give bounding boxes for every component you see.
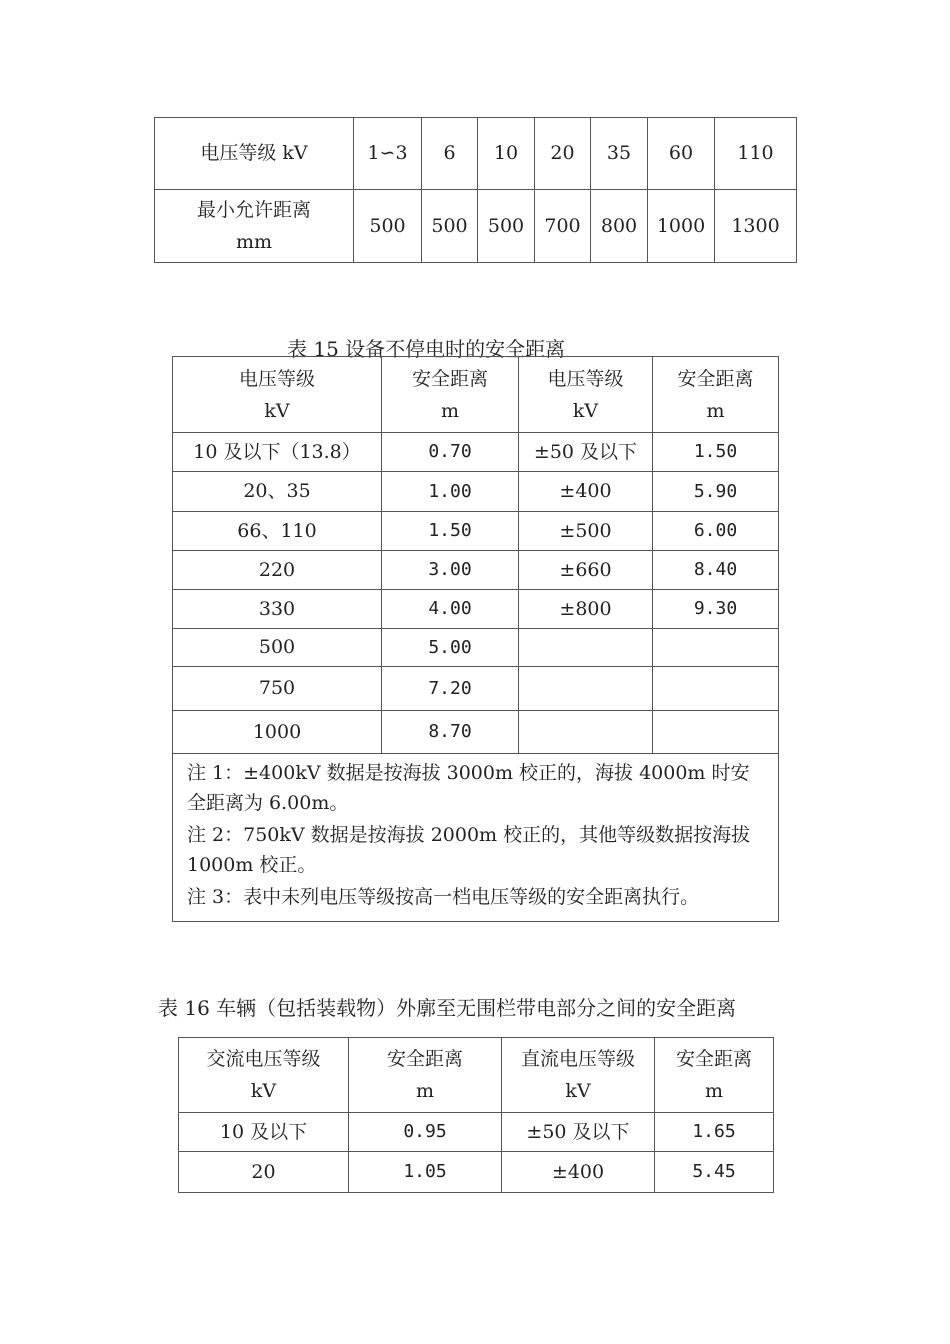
row-header-distance-line2: mm: [235, 231, 273, 253]
distance-cell: 1300: [715, 190, 797, 263]
distance-row: [155, 190, 797, 263]
row-header-distance-line1: 最小允许距离: [196, 199, 311, 221]
dc-distance-cell: [653, 667, 779, 711]
dc-voltage-cell: ±800: [519, 590, 653, 629]
table-row: [173, 629, 779, 667]
dc-distance-cell: [653, 711, 779, 754]
header-cell: 电压等级 kV: [519, 357, 653, 433]
note-2: 注 2：750kV 数据是按海拔 2000m 校正的，其他等级数据按海拔 1000m 校正。: [187, 824, 751, 876]
distance-cell: 500: [478, 190, 535, 263]
dc-distance-cell: 6.00: [653, 512, 779, 551]
table16-title: 表 16 车辆（包括装载物）外廓至无围栏带电部分之间的安全距离: [158, 996, 737, 1020]
dc-distance-cell: 1.65: [655, 1113, 774, 1152]
ac-distance-cell: 5.00: [382, 629, 519, 667]
ac-voltage-cell: 20: [179, 1152, 349, 1193]
dc-distance-cell: 5.45: [655, 1152, 774, 1193]
dc-voltage-cell: ±400: [502, 1152, 655, 1193]
table-row: [179, 1152, 774, 1193]
header-cell: 安全距离 m: [382, 357, 519, 433]
ac-voltage-cell: 66、110: [173, 512, 382, 551]
dc-voltage-cell: ±500: [519, 512, 653, 551]
header-cell: 直流电压等级 kV: [502, 1038, 655, 1113]
ac-voltage-cell: 1000: [173, 711, 382, 754]
ac-distance-cell: 0.70: [382, 433, 519, 472]
voltage-cell: 60: [648, 118, 715, 190]
ac-distance-cell: 1.50: [382, 512, 519, 551]
dc-voltage-cell: ±400: [519, 472, 653, 512]
distance-cell: 500: [422, 190, 478, 263]
voltage-cell: 110: [715, 118, 797, 190]
ac-distance-cell: 7.20: [382, 667, 519, 711]
header-cell: 安全距离 m: [653, 357, 779, 433]
ac-voltage-cell: 330: [173, 590, 382, 629]
header-cell: 电压等级 kV: [173, 357, 382, 433]
distance-cell: 700: [535, 190, 591, 263]
ac-distance-cell: 8.70: [382, 711, 519, 754]
table-row: [173, 711, 779, 754]
table-row: [173, 551, 779, 590]
table-row: [173, 667, 779, 711]
table16-header-row: [179, 1038, 774, 1113]
voltage-cell: 10: [478, 118, 535, 190]
ac-distance-cell: 1.00: [382, 472, 519, 512]
header-cell: 安全距离 m: [655, 1038, 774, 1113]
distance-cell: 1000: [648, 190, 715, 263]
voltage-cell: 6: [422, 118, 478, 190]
ac-voltage-cell: 10 及以下: [179, 1113, 349, 1152]
table-row: [173, 590, 779, 629]
table-row: [173, 472, 779, 512]
table-row: [173, 512, 779, 551]
distance-cell: 800: [591, 190, 648, 263]
table-row: [173, 433, 779, 472]
ac-distance-cell: 0.95: [349, 1113, 502, 1152]
notes-cell: [173, 754, 779, 922]
dc-distance-cell: 5.90: [653, 472, 779, 512]
dc-distance-cell: 9.30: [653, 590, 779, 629]
table15: [172, 356, 779, 922]
dc-distance-cell: 8.40: [653, 551, 779, 590]
notes-row: [173, 754, 779, 922]
table-row: [179, 1113, 774, 1152]
distance-cell: 500: [354, 190, 422, 263]
dc-voltage-cell: [519, 711, 653, 754]
min-distance-table: [154, 117, 797, 263]
dc-voltage-cell: [519, 629, 653, 667]
dc-distance-cell: [653, 629, 779, 667]
voltage-cell: 35: [591, 118, 648, 190]
ac-voltage-cell: 750: [173, 667, 382, 711]
table15-header-row: [173, 357, 779, 433]
note-3: 注 3：表中未列电压等级按高一档电压等级的安全距离执行。: [187, 886, 700, 908]
voltage-cell: 20: [535, 118, 591, 190]
header-cell: 交流电压等级 kV: [179, 1038, 349, 1113]
voltage-cell: 1∽3: [354, 118, 422, 190]
dc-voltage-cell: ±50 及以下: [519, 433, 653, 472]
table16: [178, 1037, 774, 1193]
ac-voltage-cell: 220: [173, 551, 382, 590]
ac-distance-cell: 4.00: [382, 590, 519, 629]
row-header-voltage: 电压等级 kV: [155, 118, 354, 190]
row-header-distance: [155, 190, 354, 263]
ac-distance-cell: 1.05: [349, 1152, 502, 1193]
dc-distance-cell: 1.50: [653, 433, 779, 472]
ac-distance-cell: 3.00: [382, 551, 519, 590]
note-1: 注 1：±400kV 数据是按海拔 3000m 校正的，海拔 4000m 时安全距离为 6.00m。: [187, 762, 750, 814]
dc-voltage-cell: ±660: [519, 551, 653, 590]
ac-voltage-cell: 500: [173, 629, 382, 667]
voltage-row: [155, 118, 797, 190]
header-cell: 安全距离 m: [349, 1038, 502, 1113]
ac-voltage-cell: 20、35: [173, 472, 382, 512]
dc-voltage-cell: [519, 667, 653, 711]
table15-title: 表 15 设备不停电时的安全距离: [287, 337, 566, 361]
dc-voltage-cell: ±50 及以下: [502, 1113, 655, 1152]
ac-voltage-cell: 10 及以下（13.8）: [173, 433, 382, 472]
